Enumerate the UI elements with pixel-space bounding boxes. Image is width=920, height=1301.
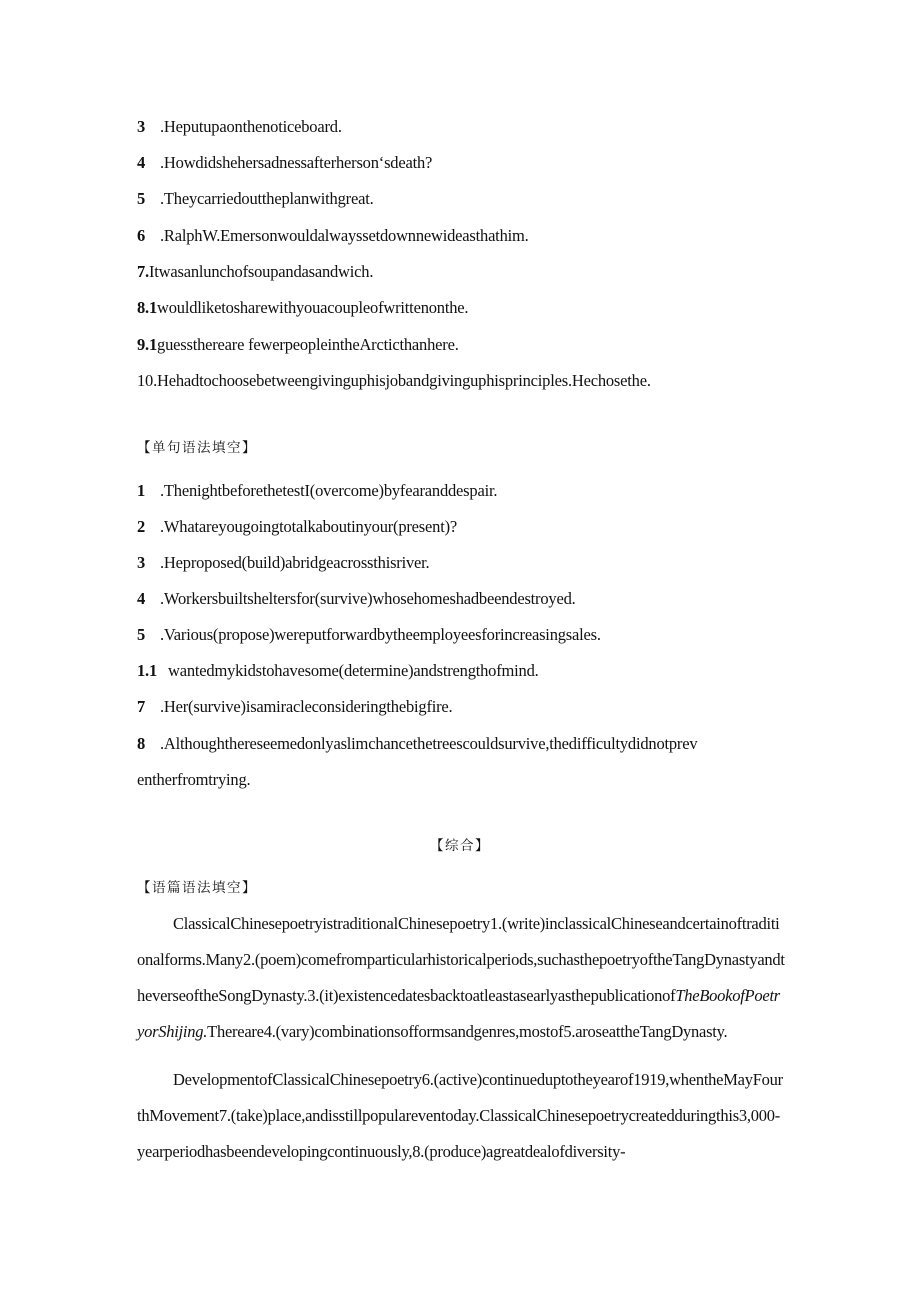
item-number: 4 xyxy=(137,153,146,172)
grammar-item-3 xyxy=(137,553,429,573)
item-text: Hehadtochoosebetweengivinguphisjobandgivinguphisprinciples.Hechosethe. xyxy=(157,371,651,390)
passage-text: Thereare4.(vary)combinationsofformsandgenres,mostof5.aroseattheTangDynasty. xyxy=(207,1022,728,1041)
item-text: .Theycarriedouttheplanwithgreat. xyxy=(160,189,374,208)
passage-section-heading: 【语篇语法填空】 xyxy=(137,880,257,896)
item-number: 1.1 xyxy=(137,661,158,680)
item-number: 10. xyxy=(137,371,158,390)
grammar-item-2 xyxy=(137,517,457,537)
passage-paragraph-2 xyxy=(137,1062,787,1170)
item-text: .Howdidshehersadnessafterhersonʻsdeath? xyxy=(160,153,433,172)
item-text: .ThenightbeforethetestI(overcome)byfearanddespair. xyxy=(160,481,498,500)
item-number: 6 xyxy=(137,226,146,245)
item-number: 9.1 xyxy=(137,335,158,354)
grammar-item-7 xyxy=(137,697,452,717)
item-number: 2 xyxy=(137,517,146,536)
grammar-item-8 xyxy=(137,734,697,754)
item-number: 3 xyxy=(137,553,146,572)
vocab-item-3 xyxy=(137,117,342,137)
grammar-item-5 xyxy=(137,625,601,645)
vocab-item-6 xyxy=(137,226,529,246)
item-text: guessthereare fewerpeopleintheArcticthanhere. xyxy=(157,335,459,354)
grammar-item-1 xyxy=(137,481,497,501)
vocab-item-5 xyxy=(137,189,374,209)
item-text: .Heproposed(build)abridgeacrossthisriver. xyxy=(160,553,430,572)
item-text: wouldliketosharewithyouacoupleofwrittenonthe. xyxy=(157,298,469,317)
item-text: .Her(survive)isamiracleconsideringthebigfire. xyxy=(160,697,453,716)
item-text: .Heputupaonthenoticeboard. xyxy=(160,117,342,136)
passage-text: ClassicalChinesepoetryistraditionalChinesepoetry1.(write)inclassicalChineseandcertainoftraditionalforms.Many2.(poem)comefromparticularhistoricalperiods,suchasthepoetryoftheTangDynastyandtheverseoftheSongDynasty.3.(it)existencedatesbacktoatleastasearlyasthepublicationof xyxy=(137,914,785,1005)
item-number: 5 xyxy=(137,625,146,644)
item-number: 8 xyxy=(137,734,146,753)
item-number: 8.1 xyxy=(137,298,158,317)
item-text: wantedmykidstohavesome(determine)andstrengthofmind. xyxy=(168,661,539,680)
vocab-item-10 xyxy=(137,371,651,391)
comprehensive-section-heading: 【综合】 xyxy=(430,838,490,854)
grammar-item-8-continuation: entherfromtrying. xyxy=(137,770,251,789)
item-text: .Whatareyougoingtotalkaboutinyour(present)? xyxy=(160,517,458,536)
item-number: 1 xyxy=(137,481,146,500)
item-number: 7 xyxy=(137,697,146,716)
vocab-item-4 xyxy=(137,153,432,173)
grammar-item-6 xyxy=(137,661,539,681)
item-text: .RalphW.Emersonwouldalwayssetdownnewideasthathim. xyxy=(160,226,529,245)
vocab-item-8 xyxy=(137,298,468,318)
item-number: 7. xyxy=(137,262,149,281)
vocab-item-9 xyxy=(137,335,459,355)
grammar-item-4 xyxy=(137,589,576,609)
item-text: .Workersbuiltsheltersfor(survive)whosehomeshadbeendestroyed. xyxy=(160,589,576,608)
item-number: 3 xyxy=(137,117,146,136)
vocab-item-7 xyxy=(137,262,373,282)
item-number: 5 xyxy=(137,189,146,208)
grammar-section-heading: 【单句语法填空】 xyxy=(137,440,257,456)
item-text: .Various(propose)wereputforwardbytheemployeesforincreasingsales. xyxy=(160,625,601,644)
item-number: 4 xyxy=(137,589,146,608)
passage-text: DevelopmentofClassicalChinesepoetry6.(active)continueduptotheyearof1919,whentheMayFourthMovement7.(take)place,andisstillpopulareventoday.ClassicalChinesepoetrycreatedduringthis3,000-yearperiodhasbeendevelopingcontinuously,8.(produce)agreatdealofdiversity- xyxy=(137,1070,783,1161)
book-title: TheBookofPoetryorShijing. xyxy=(137,986,780,1041)
passage-paragraph-1 xyxy=(137,906,787,1050)
item-text: .Althoughthereseemedonlyaslimchancethetreescouldsurvive,thedifficultydidnotprev xyxy=(160,734,698,753)
item-text: Itwasanlunchofsoupandasandwich. xyxy=(148,262,374,281)
